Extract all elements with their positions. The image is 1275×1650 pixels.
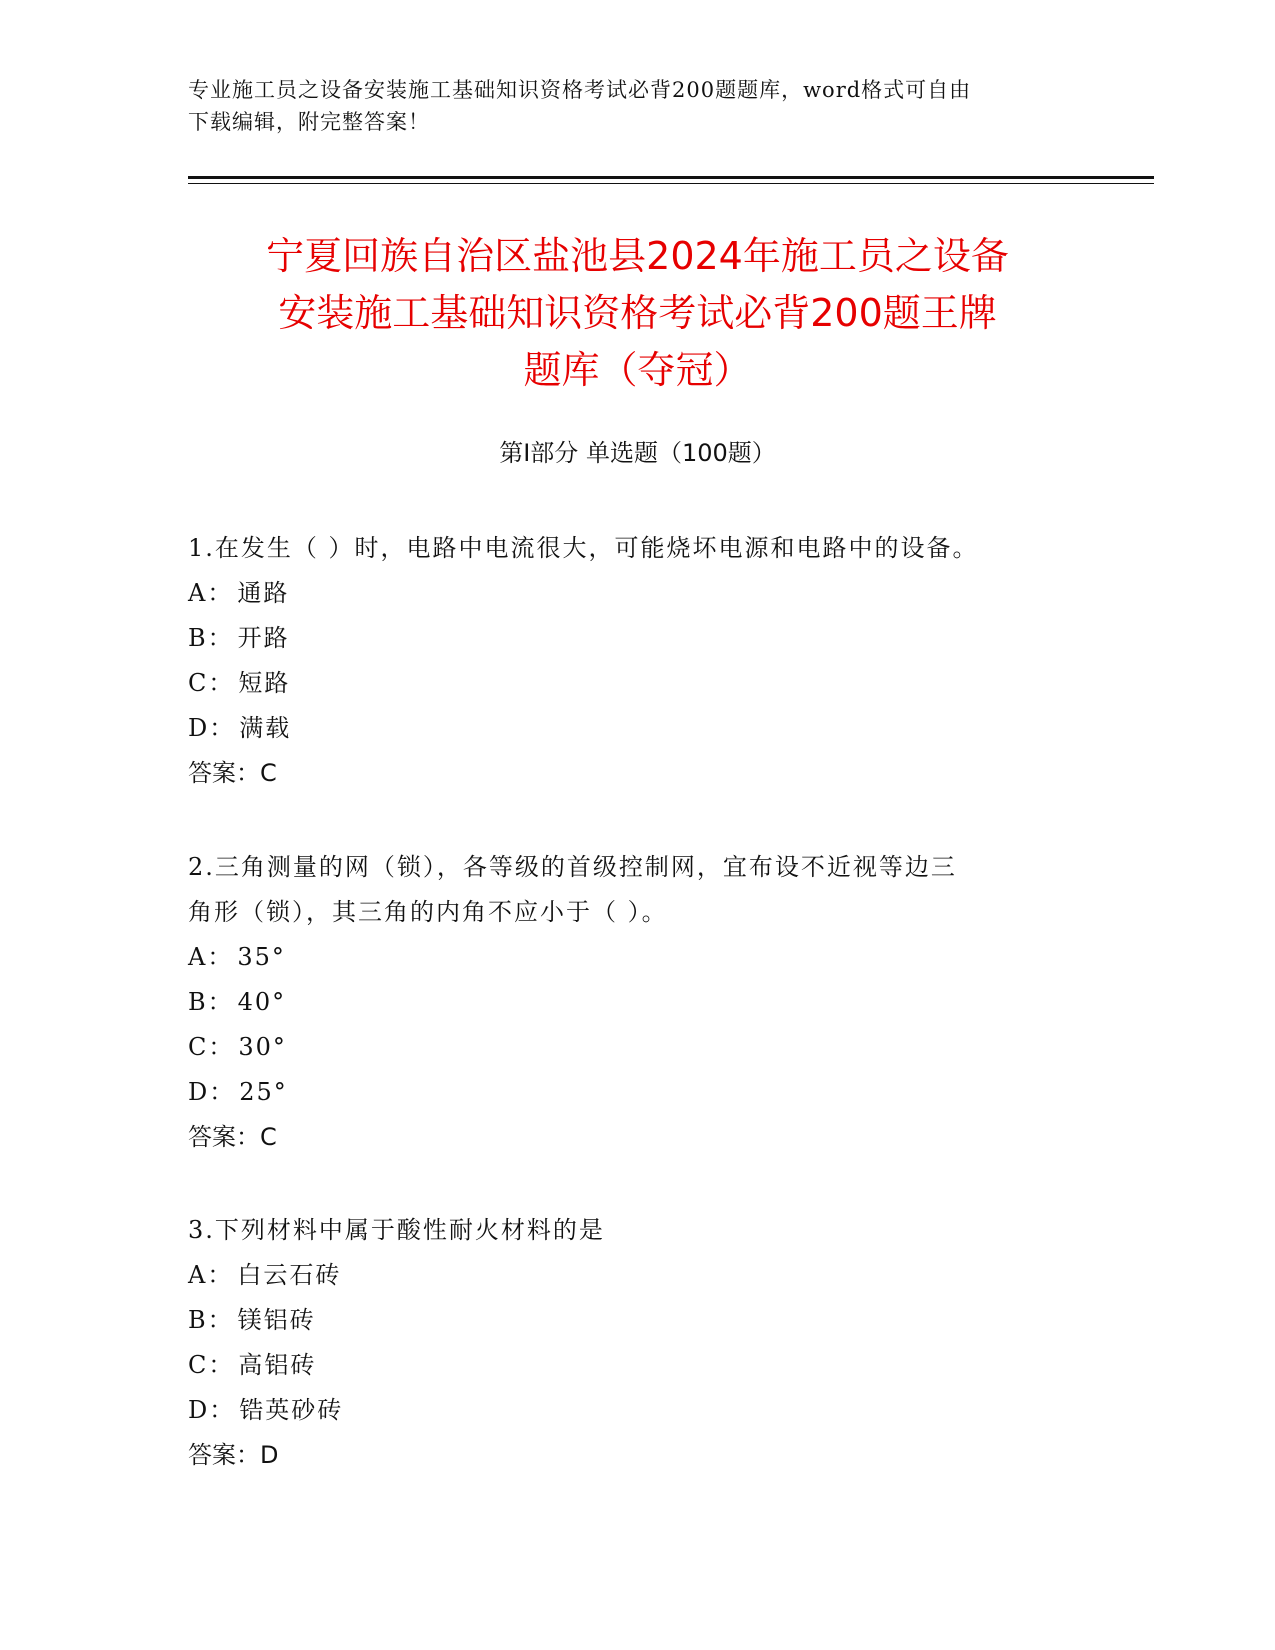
option-text: 通路 — [237, 579, 290, 607]
answer-text: 答案：D — [188, 1441, 279, 1469]
option-letter: C — [188, 1351, 209, 1379]
title-line-3: 题库（夺冠） — [523, 348, 752, 392]
option-text: 25° — [239, 1078, 288, 1106]
title-line-1: 宁夏回族自治区盐池县2024年施工员之设备 — [266, 234, 1009, 278]
option-letter: A — [188, 1261, 208, 1289]
section-heading: 第Ⅰ部分 单选题（100题） — [499, 439, 776, 467]
option-text: 30° — [238, 1033, 287, 1061]
option-c: C： 30° — [188, 1033, 287, 1061]
question-2 — [188, 845, 1068, 1160]
title-line-2: 安装施工基础知识资格考试必背200题王牌 — [278, 291, 997, 335]
question-stem-line-1: 2.三角测量的网（锁），各等级的首级控制网，宜布设不近视等边三 — [188, 853, 957, 881]
option-letter: C — [188, 669, 209, 697]
option-text: 高铝砖 — [238, 1351, 317, 1379]
header-divider-thick — [188, 176, 1154, 179]
question-3 — [188, 1208, 1068, 1478]
option-text: 满载 — [239, 714, 292, 742]
intro-line-2: 下载编辑，附完整答案！ — [188, 110, 430, 134]
intro-text — [188, 74, 1068, 138]
intro-line-1: 专业施工员之设备安装施工基础知识资格考试必背200题题库，word格式可自由 — [188, 78, 972, 102]
option-b: B： 开路 — [188, 624, 290, 652]
question-stem-line-2: 角形（锁），其三角的内角不应小于（ ）。 — [188, 898, 668, 926]
option-letter: C — [188, 1033, 209, 1061]
option-d: D： 锆英砂砖 — [188, 1396, 344, 1424]
option-letter: D — [188, 1078, 210, 1106]
option-b: B： 40° — [188, 988, 287, 1016]
answer-text: 答案：C — [188, 1123, 277, 1151]
option-text: 白云石砖 — [237, 1261, 342, 1289]
option-a: A： 通路 — [188, 579, 290, 607]
option-text: 短路 — [238, 669, 291, 697]
option-letter: B — [188, 988, 208, 1016]
option-a: A： 35° — [188, 943, 286, 971]
option-text: 锆英砂砖 — [239, 1396, 344, 1424]
option-c: C： 短路 — [188, 669, 291, 697]
option-c: C： 高铝砖 — [188, 1351, 317, 1379]
option-letter: D — [188, 1396, 210, 1424]
option-letter: D — [188, 714, 210, 742]
option-a: A： 白云石砖 — [188, 1261, 342, 1289]
header-divider-thin — [188, 183, 1154, 184]
option-letter: A — [188, 579, 208, 607]
option-letter: B — [188, 624, 208, 652]
document-title — [160, 228, 1115, 399]
option-text: 镁铝砖 — [237, 1306, 316, 1334]
answer-text: 答案：C — [188, 759, 277, 787]
option-letter: A — [188, 943, 208, 971]
option-b: B： 镁铝砖 — [188, 1306, 316, 1334]
option-text: 开路 — [237, 624, 290, 652]
option-d: D： 满载 — [188, 714, 292, 742]
option-text: 40° — [237, 988, 287, 1016]
question-stem: 3.下列材料中属于酸性耐火材料的是 — [188, 1216, 605, 1244]
question-stem: 1.在发生（ ）时，电路中电流很大，可能烧坏电源和电路中的设备。 — [188, 534, 979, 562]
option-d: D： 25° — [188, 1078, 288, 1106]
question-1 — [188, 526, 1068, 796]
option-letter: B — [188, 1306, 208, 1334]
option-text: 35° — [237, 943, 286, 971]
